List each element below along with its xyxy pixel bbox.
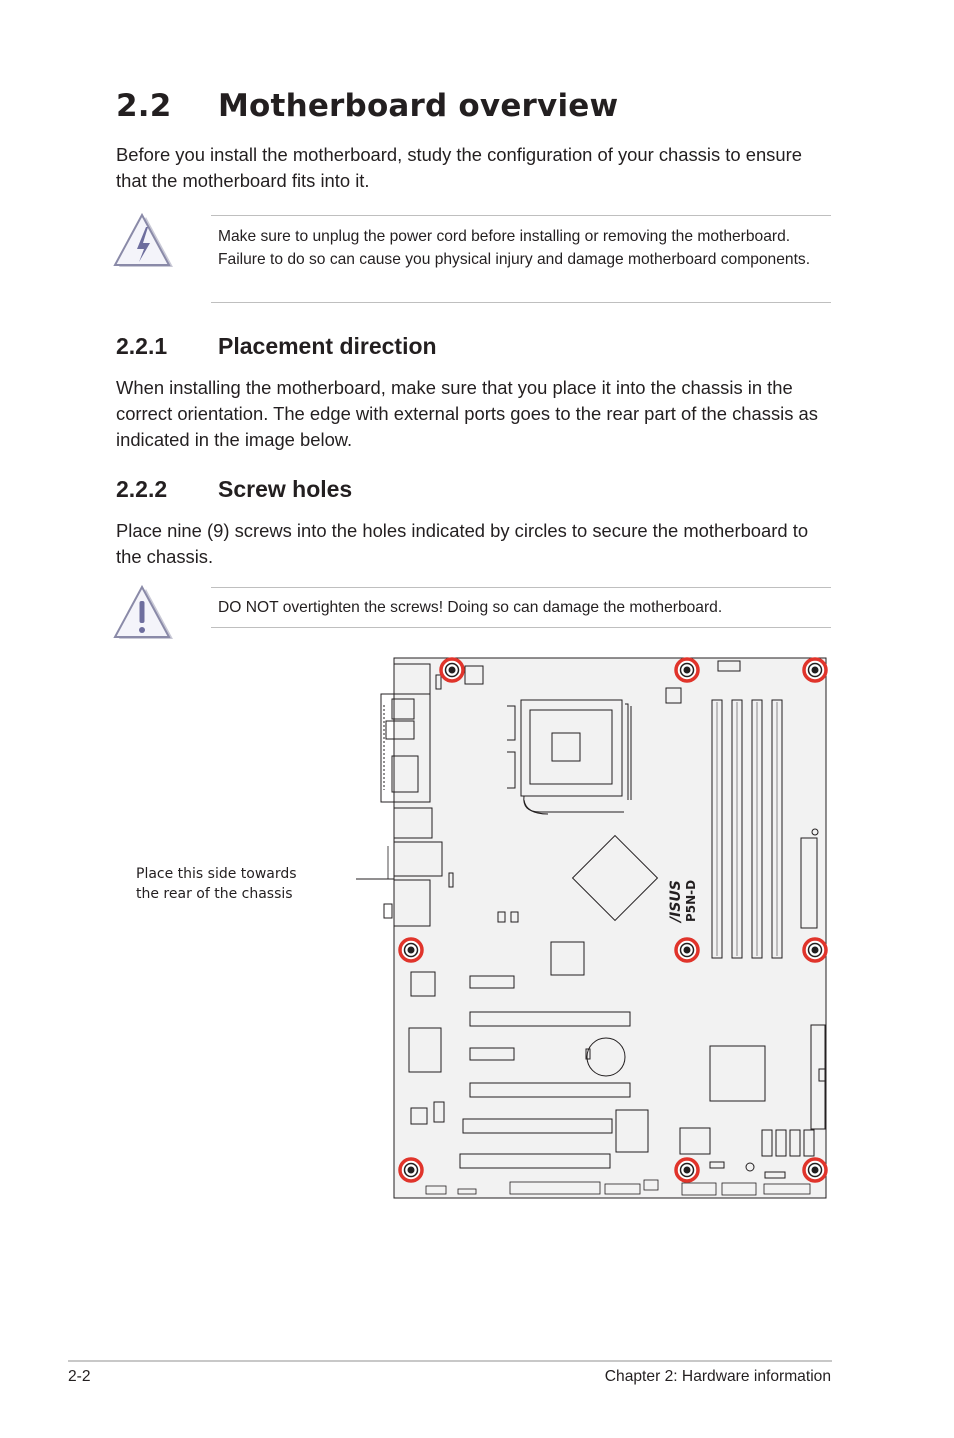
screw-holes-paragraph: Place nine (9) screws into the holes indicated by circles to secure the motherboard to the chassis. bbox=[116, 520, 809, 567]
board-outline bbox=[394, 658, 826, 1198]
placement-paragraph: When installing the motherboard, make sure that you place it into the chassis in the correct orientation. The edge with external ports goes to the rear part of the chassis as indicated in the image below. bbox=[116, 377, 818, 450]
screw-hole-marker bbox=[441, 659, 463, 681]
chapter-label: Chapter 2: Hardware information bbox=[604, 1368, 831, 1385]
section-title bbox=[116, 88, 618, 124]
screw-holes-title: Screw holes bbox=[218, 476, 353, 502]
exclamation-warning-icon bbox=[113, 585, 175, 643]
placement-number: 2.2.1 bbox=[116, 333, 168, 359]
rear-label-line-2: the rear of the chassis bbox=[136, 886, 293, 902]
rear-label-line-1: Place this side towards bbox=[136, 866, 297, 882]
section-title-text: Motherboard overview bbox=[218, 88, 619, 124]
screw-holes-number: 2.2.2 bbox=[116, 476, 168, 502]
brand-logo: /ISUS bbox=[668, 880, 684, 922]
intro-paragraph: Before you install the motherboard, study the configuration of your chassis to ensure that the motherboard fits into it. bbox=[116, 144, 802, 191]
screw-hole-marker bbox=[804, 939, 826, 961]
lightning-warning-icon bbox=[113, 213, 175, 271]
warning-note-text: Make sure to unplug the power cord before installing or removing the motherboard. Failure to do so can cause you physical injury and damage motherboard components. bbox=[218, 228, 811, 268]
motherboard-diagram bbox=[350, 650, 840, 1210]
screw-hole-marker bbox=[804, 659, 826, 681]
rear-side-label bbox=[136, 864, 297, 904]
caution-note-text: DO NOT overtighten the screws! Doing so can damage the motherboard. bbox=[218, 599, 723, 616]
screw-hole-marker bbox=[400, 939, 422, 961]
screw-hole-marker bbox=[400, 1159, 422, 1181]
footer-rule bbox=[68, 1360, 832, 1362]
placement-heading bbox=[116, 333, 437, 360]
screw-hole-marker bbox=[676, 659, 698, 681]
caution-note bbox=[211, 587, 831, 628]
warning-note bbox=[211, 215, 831, 303]
model-label: P5N-D bbox=[684, 879, 698, 922]
placement-title: Placement direction bbox=[218, 333, 437, 359]
screw-hole-marker bbox=[676, 939, 698, 961]
screw-hole-marker bbox=[676, 1159, 698, 1181]
screw-holes-heading bbox=[116, 476, 352, 503]
screw-hole-marker bbox=[804, 1159, 826, 1181]
section-number: 2.2 bbox=[116, 88, 172, 124]
page-number: 2-2 bbox=[68, 1368, 91, 1385]
